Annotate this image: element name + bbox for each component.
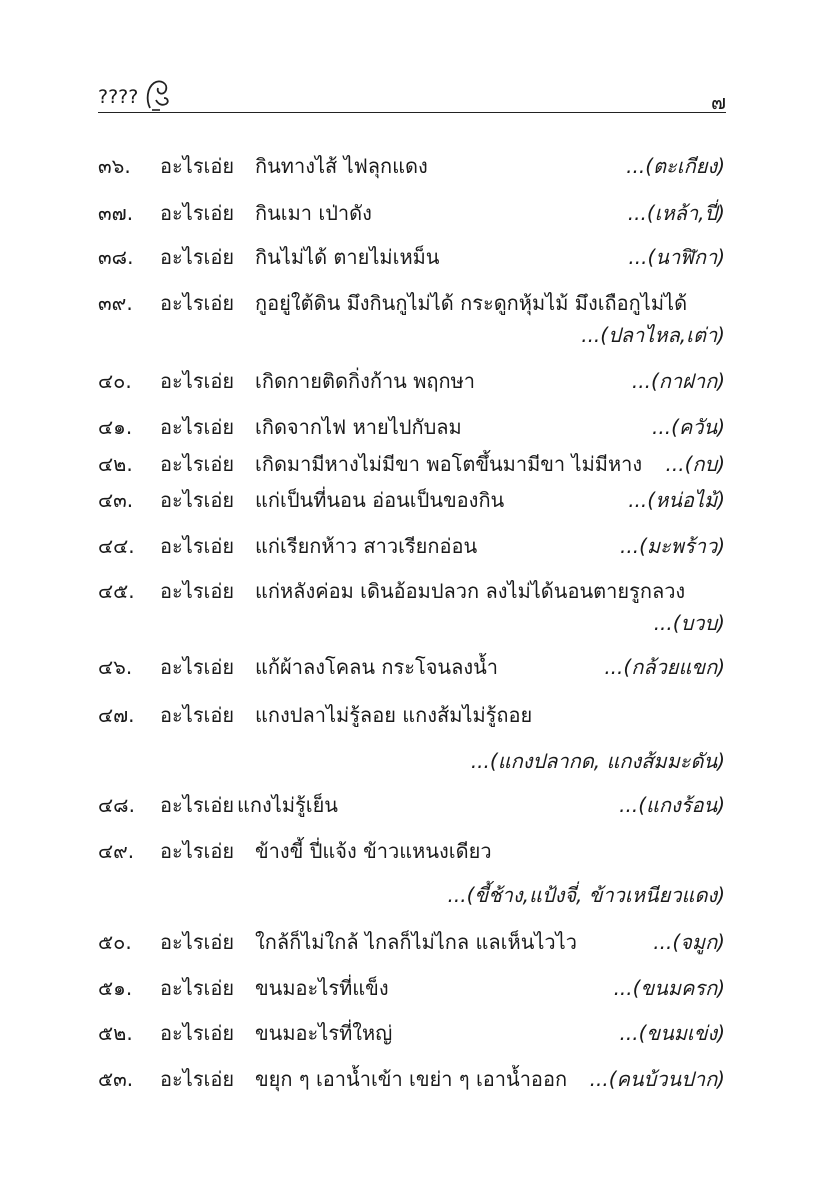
riddle-number: ๓๘.	[98, 245, 134, 269]
riddle-question: ขยุก ๆ เอาน้ำเข้า เขย่า ๆ เอาน้ำออก	[255, 1067, 568, 1091]
riddle-number: ๕๐.	[98, 930, 132, 954]
riddle-number: ๓๗.	[98, 201, 134, 225]
riddle-number: ๕๒.	[98, 1021, 133, 1045]
riddle-question: เกิดกายติดกิ่งก้าน พฤกษา	[255, 369, 476, 393]
page-number: ๗	[710, 90, 726, 114]
riddle-answer: ...(ขี้ช้าง,แป้งจี่, ข้าวเหนียวแดง)	[447, 883, 725, 907]
riddle-answer: ...(คนบ้วนปาก)	[589, 1067, 725, 1091]
riddle-question: เกิดจากไฟ หายไปกับลม	[255, 415, 462, 439]
riddle-number: ๕๓.	[98, 1067, 134, 1091]
riddle-answer: ...(นาฬิกา)	[628, 245, 725, 269]
riddle-number: ๔๖.	[98, 655, 133, 679]
riddle-answer: ...(ควัน)	[652, 415, 725, 439]
riddle-number: ๔๑.	[98, 415, 133, 439]
riddle-question: แกงปลาไม่รู้ลอย แกงส้มไม่รู้ถอย	[255, 703, 533, 727]
riddle-question: กินเมา เป่าดัง	[255, 201, 372, 225]
riddle-answer: ...(ตะเกียง)	[626, 154, 725, 178]
riddle-answer: ...(บวบ)	[653, 611, 725, 635]
riddle-label: อะไรเอ่ย	[160, 930, 235, 954]
riddle-number: ๔๐.	[98, 369, 132, 393]
riddle-answer: ...(ปลาไหล,เต่า)	[581, 323, 725, 347]
riddle-label: อะไรเอ่ย	[160, 369, 235, 393]
riddle-question: แกงไม่รู้เย็น	[237, 793, 338, 817]
riddle-answer: ...(แกงปลากด, แกงส้มมะดัน)	[470, 749, 725, 773]
riddle-question: กินไม่ได้ ตายไม่เหม็น	[255, 245, 440, 269]
riddle-number: ๔๕.	[98, 579, 135, 603]
riddle-number: ๔๗.	[98, 703, 135, 727]
riddle-number: ๔๔.	[98, 534, 135, 558]
riddle-label: อะไรเอ่ย	[160, 839, 235, 863]
riddle-answer: ...(กบ)	[665, 452, 725, 476]
header-rule	[98, 112, 726, 113]
riddle-answer: ...(แกงร้อน)	[619, 793, 725, 817]
riddle-label: อะไรเอ่ย	[160, 245, 235, 269]
riddle-label: อะไรเอ่ย	[160, 655, 235, 679]
riddle-question: แก่หลังค่อม เดินอ้อมปลวก ลงไม่ได้นอนตายรูกลวง	[255, 579, 686, 603]
riddle-question: กูอยู่ใต้ดิน มึงกินกูไม่ได้ กระดูกหุ้มไม้ มึงเถือกูไม่ได้	[255, 291, 688, 315]
riddle-label: อะไรเอ่ย	[160, 291, 235, 315]
riddle-number: ๓๙.	[98, 291, 133, 315]
riddle-answer: ...(กล้วยแขก)	[604, 655, 725, 679]
riddle-number: ๔๘.	[98, 793, 135, 817]
riddle-number: ๕๑.	[98, 976, 133, 1000]
riddle-answer: ...(มะพร้าว)	[620, 534, 725, 558]
riddle-label: อะไรเอ่ย	[160, 488, 235, 512]
riddle-answer: ...(หน่อไม้)	[628, 488, 725, 512]
riddle-label: อะไรเอ่ย	[160, 976, 235, 1000]
riddle-number: ๔๒.	[98, 452, 133, 476]
riddle-label: อะไรเอ่ย	[160, 415, 235, 439]
riddle-number: ๔๓.	[98, 488, 134, 512]
riddle-question: เกิดมามีหางไม่มีขา พอโตขึ้นมามีขา ไม่มีหาง	[255, 452, 643, 476]
riddle-number: ๔๙.	[98, 839, 135, 863]
riddle-label: อะไรเอ่ย	[160, 154, 235, 178]
riddle-question: แก้ผ้าลงโคลน กระโจนลงน้ำ	[255, 655, 499, 679]
riddle-question: ข้างขี้ ปี่แจ้ง ข้าวแหนงเดียว	[255, 839, 492, 863]
riddle-question: แก่เป็นที่นอน อ่อนเป็นของกิน	[255, 488, 505, 512]
riddle-label: อะไรเอ่ย	[160, 1021, 235, 1045]
riddle-answer: ...(ขนมครก)	[613, 976, 725, 1000]
riddle-label: อะไรเอ่ย	[160, 534, 235, 558]
riddle-label: อะไรเอ่ย	[160, 201, 235, 225]
riddle-question: กินทางไส้ ไฟลุกแดง	[255, 154, 428, 178]
series-mark: ????	[98, 86, 139, 108]
riddle-label: อะไรเอ่ย	[160, 579, 235, 603]
riddle-label: อะไรเอ่ย	[160, 793, 235, 817]
riddle-answer: ...(กาฝาก)	[631, 369, 725, 393]
riddle-question: แก่เรียกห้าว สาวเรียกอ่อน	[255, 534, 478, 558]
riddle-label: อะไรเอ่ย	[160, 452, 235, 476]
riddle-label: อะไรเอ่ย	[160, 703, 235, 727]
riddle-question: ขนมอะไรที่แข็ง	[255, 976, 389, 1000]
riddle-number: ๓๖.	[98, 154, 131, 178]
riddle-question: ใกล้ก็ไม่ใกล้ ไกลก็ไม่ไกล แลเห็นไวไว	[255, 930, 577, 954]
riddle-question: ขนมอะไรที่ใหญ่	[255, 1021, 393, 1045]
ornament-logo-icon	[144, 78, 172, 114]
page-header	[98, 78, 726, 114]
riddle-answer: ...(เหล้า,ปี่)	[627, 201, 725, 225]
riddle-answer: ...(ขนมเข่ง)	[619, 1021, 725, 1045]
riddle-answer: ...(จมูก)	[653, 930, 725, 954]
riddle-label: อะไรเอ่ย	[160, 1067, 235, 1091]
